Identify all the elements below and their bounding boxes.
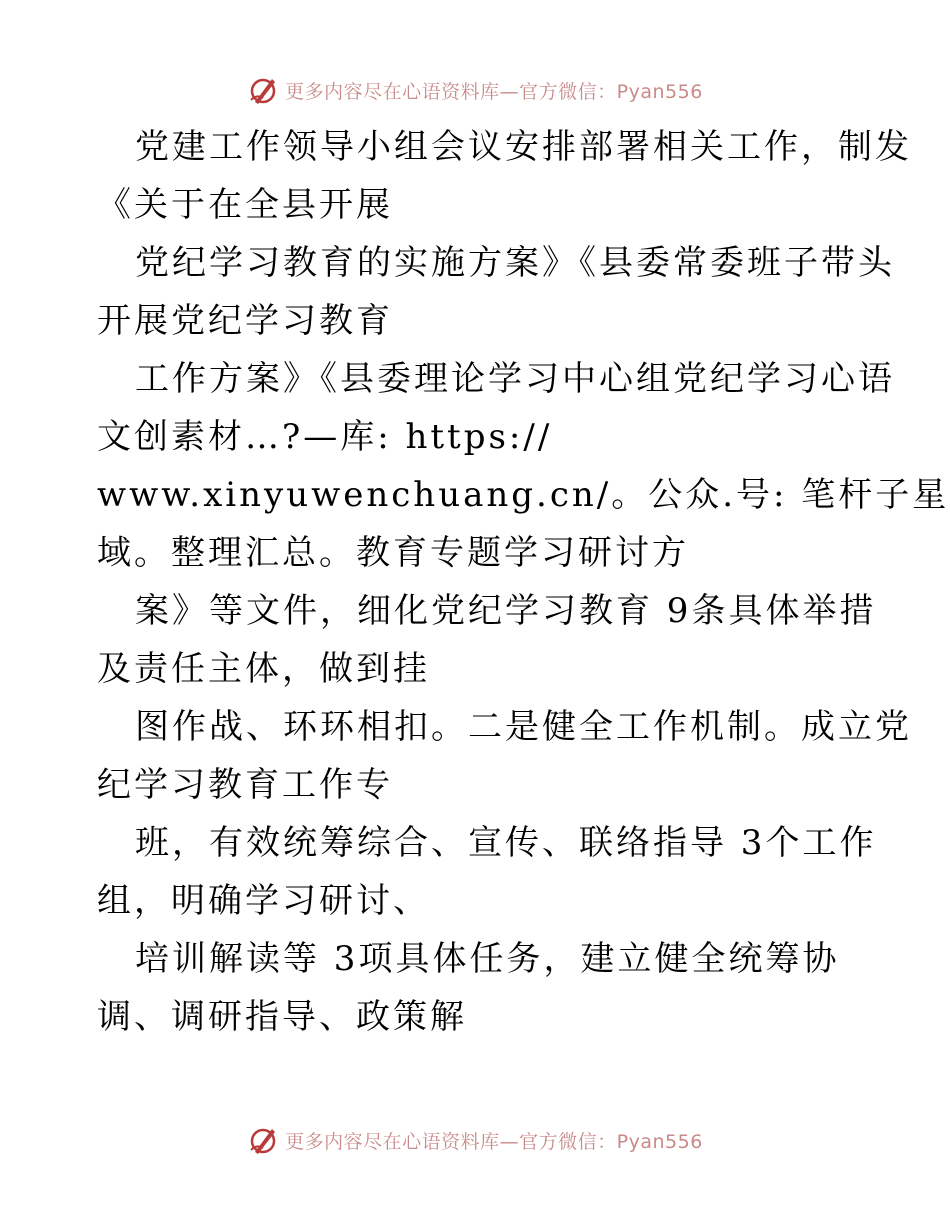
body-line: 纪学习教育工作专 (97, 765, 393, 805)
body-line: 开展党纪学习教育 (97, 301, 393, 341)
body-line: 《关于在全县开展 (97, 185, 393, 225)
document-body (97, 118, 950, 1046)
body-line: 域。整理汇总。教育专题学习研讨方 (97, 533, 689, 573)
body-line: 文创素材…?—库: https:// (97, 417, 553, 457)
body-line: www.xinyuwenchuang.cn/。公众.号: 笔杆子星 (97, 475, 950, 515)
footer-watermark (0, 1120, 950, 1160)
body-line: 调、调研指导、政策解 (97, 997, 467, 1037)
body-line: 党纪学习教育的实施方案》《县委常委班子带头 (135, 243, 895, 283)
footer-watermark-text: 更多内容尽在心语资料库—官方微信：Pyan556 (285, 1130, 703, 1153)
header-watermark (0, 70, 950, 110)
body-line: 班，有效统筹综合、宣传、联络指导 3个工作 (135, 823, 877, 863)
body-line: 培训解读等 3项具体任务，建立健全统筹协 (135, 939, 840, 979)
quill-logo-icon (247, 1124, 279, 1156)
body-line: 工作方案》《县委理论学习中心组党纪学习心语 (135, 359, 895, 399)
header-watermark-text: 更多内容尽在心语资料库—官方微信：Pyan556 (285, 80, 703, 103)
body-line: 图作战、环环相扣。二是健全工作机制。成立党 (135, 707, 912, 747)
body-line: 组，明确学习研讨、 (97, 881, 430, 921)
body-line: 党建工作领导小组会议安排部署相关工作，制发 (135, 127, 912, 167)
body-line: 案》等文件，细化党纪学习教育 9条具体举措 (135, 591, 877, 631)
body-line: 及责任主体，做到挂 (97, 649, 430, 689)
quill-logo-icon (247, 74, 279, 106)
